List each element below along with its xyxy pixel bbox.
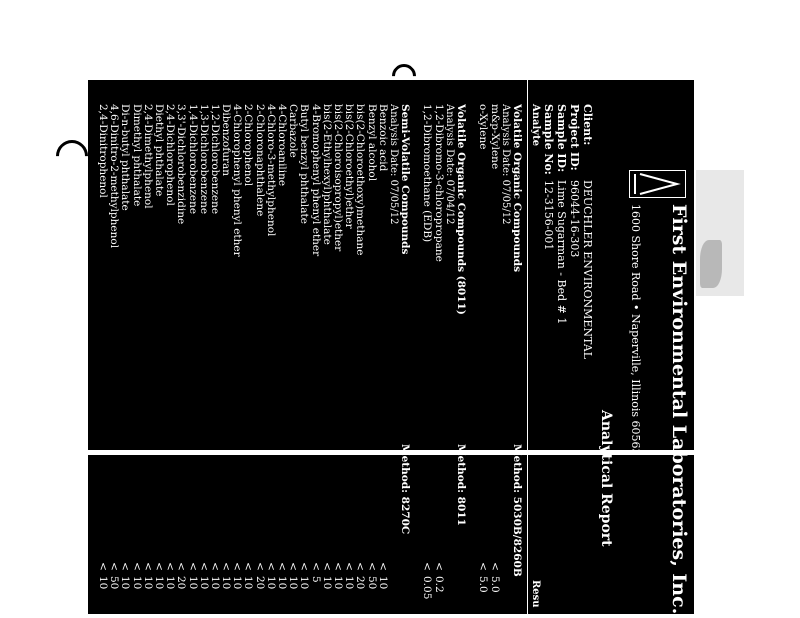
result-qualifier: < xyxy=(130,562,143,571)
table-row xyxy=(332,104,343,614)
result-qualifier: < xyxy=(97,562,110,571)
analyte-name: 1,2-Dibromoethane (EDB) xyxy=(421,104,434,243)
table-row xyxy=(354,104,365,614)
result-value: 10 xyxy=(208,576,221,590)
result-value: 10 xyxy=(197,576,210,590)
table-row xyxy=(186,104,197,614)
analyte-name: 2-Chlorophenol xyxy=(242,104,255,187)
result-qualifier: < xyxy=(343,562,356,571)
result-qualifier: < xyxy=(432,562,445,571)
result-value: 10 xyxy=(97,576,110,590)
table-row xyxy=(254,104,265,614)
result-value: 5 xyxy=(309,576,322,583)
company-name: First Environmental Laboratories, Inc. xyxy=(668,204,690,615)
result-qualifier: < xyxy=(477,562,490,571)
analyte-name: 1,4-Dichlorobenzene xyxy=(186,104,199,215)
result-qualifier: < xyxy=(309,562,322,571)
column-header xyxy=(527,80,542,614)
table-row xyxy=(377,104,388,614)
result-qualifier: < xyxy=(287,562,300,571)
table-row xyxy=(97,104,108,614)
analyte-name: 2,4-Dimethylphenol xyxy=(141,104,154,209)
analyte-name: bis(2-Chloroethoxy)methane xyxy=(354,104,367,256)
result-value: 10 xyxy=(376,576,389,590)
result-qualifier: < xyxy=(208,562,221,571)
meta-value: 96044-16-303 xyxy=(568,180,581,258)
analyte-name: Analysis Date: 07/05/12 xyxy=(387,104,399,225)
result-qualifier: < xyxy=(365,562,378,571)
result-value: 5.0 xyxy=(488,576,501,593)
analyte-name: bis(2-Chloroisopropyl)ether xyxy=(332,104,344,252)
analyte-name: bis(2-Ethylhexyl)phthalate xyxy=(320,104,333,245)
table-row xyxy=(433,104,444,614)
report-title: Analytical Report xyxy=(598,410,614,547)
result-qualifier: < xyxy=(354,562,367,571)
analyte-column-header: Analyte xyxy=(530,104,541,147)
table-row xyxy=(231,104,242,614)
table-row xyxy=(220,104,231,614)
table-row xyxy=(343,104,354,614)
table-row xyxy=(388,104,399,614)
table-row xyxy=(421,104,432,614)
results-table xyxy=(97,104,522,614)
result-value: 10 xyxy=(264,576,277,590)
table-row xyxy=(130,104,141,614)
analyte-name: 4,6-Dinitro-2-methylphenol xyxy=(108,104,121,249)
result-qualifier: < xyxy=(242,562,255,571)
result-qualifier: < xyxy=(220,562,233,571)
table-row xyxy=(309,104,320,614)
result-value: 0.05 xyxy=(421,576,434,600)
meta-label: Sample No: xyxy=(542,104,555,175)
result-value: 10 xyxy=(141,576,154,590)
analyte-name: m&p-Xylene xyxy=(488,104,501,170)
result-value: 10 xyxy=(332,576,344,590)
analyte-name: Dibenzofuran xyxy=(220,104,233,177)
result-qualifier: < xyxy=(488,562,501,571)
table-row xyxy=(500,104,511,614)
result-column-header: Resu xyxy=(530,580,541,608)
result-qualifier: < xyxy=(320,562,333,571)
analyte-name: 2,4-Dinitrophenol xyxy=(97,104,110,198)
result-qualifier: < xyxy=(153,562,165,571)
table-row xyxy=(175,104,186,614)
blank-row xyxy=(410,104,421,614)
result-value: 10 xyxy=(130,576,143,590)
rotated-report xyxy=(88,80,694,614)
table-row xyxy=(298,104,309,614)
analyte-name: 3,3'-Dichlorobenzidine xyxy=(175,104,188,225)
result-qualifier: < xyxy=(376,562,389,571)
analyte-name: Dimethyl phthalate xyxy=(130,104,143,207)
result-value: 10 xyxy=(119,576,132,590)
meta-row xyxy=(581,104,594,359)
result-qualifier: < xyxy=(164,562,177,571)
result-value: 10 xyxy=(164,576,177,590)
analyte-name: Semi-Volatile Compounds xyxy=(399,104,412,255)
result-qualifier: < xyxy=(119,562,132,571)
table-row xyxy=(119,104,130,614)
result-qualifier: < xyxy=(141,562,154,571)
table-row xyxy=(477,104,488,614)
analyte-name: Butyl benzyl phthalate xyxy=(298,104,311,224)
table-row xyxy=(142,104,153,614)
table-row xyxy=(444,104,455,614)
table-row xyxy=(488,104,499,614)
scan-smudge xyxy=(700,240,722,288)
table-row xyxy=(164,104,175,614)
meta-label: Sample ID: xyxy=(555,104,568,173)
result-value: 10 xyxy=(320,576,333,590)
analyte-name: 4-Chloro-3-methylphenol xyxy=(264,104,277,237)
meta-row xyxy=(568,104,581,359)
table-row xyxy=(276,104,287,614)
result-qualifier: < xyxy=(264,562,277,571)
meta-label: Client: xyxy=(581,104,594,146)
analyte-name: o-Xylene xyxy=(477,104,490,150)
result-value: 10 xyxy=(220,576,233,590)
result-qualifier: < xyxy=(186,562,199,571)
company-address: 1600 Shore Road • Naperville, Illinois 60563 xyxy=(629,204,642,456)
report-header xyxy=(514,80,694,614)
result-value: 10 xyxy=(153,576,165,590)
result-value: 10 xyxy=(186,576,199,590)
analyte-name: 1,2-Dibromo-3-chloropropane xyxy=(432,104,445,262)
analyte-name: Volatile Organic Compounds xyxy=(511,104,523,272)
result-value: 0.2 xyxy=(432,576,445,593)
analyte-name: 4-Bromophenyl phenyl ether xyxy=(309,104,322,257)
result-value: 10 xyxy=(276,576,289,590)
analyte-name: bis(2-Chloroethyl)ether xyxy=(343,104,356,229)
analyte-name: Analysis Date: 07/05/12 xyxy=(499,104,511,225)
result-qualifier: < xyxy=(276,562,289,571)
result-qualifier: < xyxy=(421,562,434,571)
result-value: 20 xyxy=(354,576,367,590)
table-row xyxy=(198,104,209,614)
table-row xyxy=(153,104,164,614)
result-qualifier: < xyxy=(332,562,344,571)
result-qualifier: < xyxy=(298,562,311,571)
result-qualifier: < xyxy=(108,562,121,571)
table-row xyxy=(209,104,220,614)
table-row xyxy=(265,104,276,614)
analyte-name: Volatile Organic Compounds (8011) xyxy=(455,104,468,315)
result-value: 10 xyxy=(298,576,311,590)
table-row xyxy=(242,104,253,614)
analyte-name: 2,4-Dichlorophenol xyxy=(164,104,177,206)
analyte-name: Carbazole xyxy=(287,104,300,158)
meta-label: Project ID: xyxy=(568,104,581,171)
method-label: Method: 8011 xyxy=(455,444,468,526)
analyte-name: Benzyl alcohol xyxy=(365,104,378,182)
analyte-name: 4-Chlorophenyl phenyl ether xyxy=(231,104,244,257)
section-row xyxy=(455,104,466,614)
result-value: 10 xyxy=(231,576,244,590)
table-row xyxy=(365,104,376,614)
analyte-name: 1,3-Dichlorobenzene xyxy=(197,104,210,215)
meta-row xyxy=(555,104,568,359)
analyte-name: 1,2-Dichlorobenzene xyxy=(208,104,221,215)
sample-meta xyxy=(542,104,594,359)
company-logo-icon xyxy=(629,170,686,198)
result-value: 50 xyxy=(365,576,378,590)
result-qualifier: < xyxy=(253,562,266,571)
method-label: Method: 5030B/8260B xyxy=(511,444,523,577)
analyte-name: Benzoic acid xyxy=(376,104,389,172)
result-value: 10 xyxy=(242,576,255,590)
result-qualifier: < xyxy=(231,562,244,571)
table-row xyxy=(321,104,332,614)
result-value: 10 xyxy=(343,576,356,590)
analyte-name: Diethyl phthalate xyxy=(153,104,165,197)
meta-row xyxy=(542,104,555,359)
section-row xyxy=(511,104,522,614)
analyte-name: 4-Chloroaniline xyxy=(276,104,289,187)
analyte-name: Di-n-butyl phthalate xyxy=(119,104,132,211)
section-row xyxy=(399,104,410,614)
result-value: 50 xyxy=(108,576,121,590)
analyte-name: 2-Chloronaphthalene xyxy=(253,104,266,217)
meta-value: 12-3156-001 xyxy=(542,180,555,251)
meta-value: DEUCHLER ENVIRONMENTAL xyxy=(581,180,594,360)
method-label: Method: 8270C xyxy=(399,444,412,535)
blank-row xyxy=(466,104,477,614)
table-row xyxy=(287,104,298,614)
result-value: 20 xyxy=(175,576,188,590)
result-value: 10 xyxy=(287,576,300,590)
table-row xyxy=(108,104,119,614)
result-qualifier: < xyxy=(197,562,210,571)
meta-value: Lime Sugarman - Bed # 1 xyxy=(555,180,568,325)
result-value: 5.0 xyxy=(477,576,490,593)
analyte-name: Analysis Date: 07/04/12 xyxy=(443,104,455,225)
result-qualifier: < xyxy=(175,562,188,571)
result-value: 20 xyxy=(253,576,266,590)
